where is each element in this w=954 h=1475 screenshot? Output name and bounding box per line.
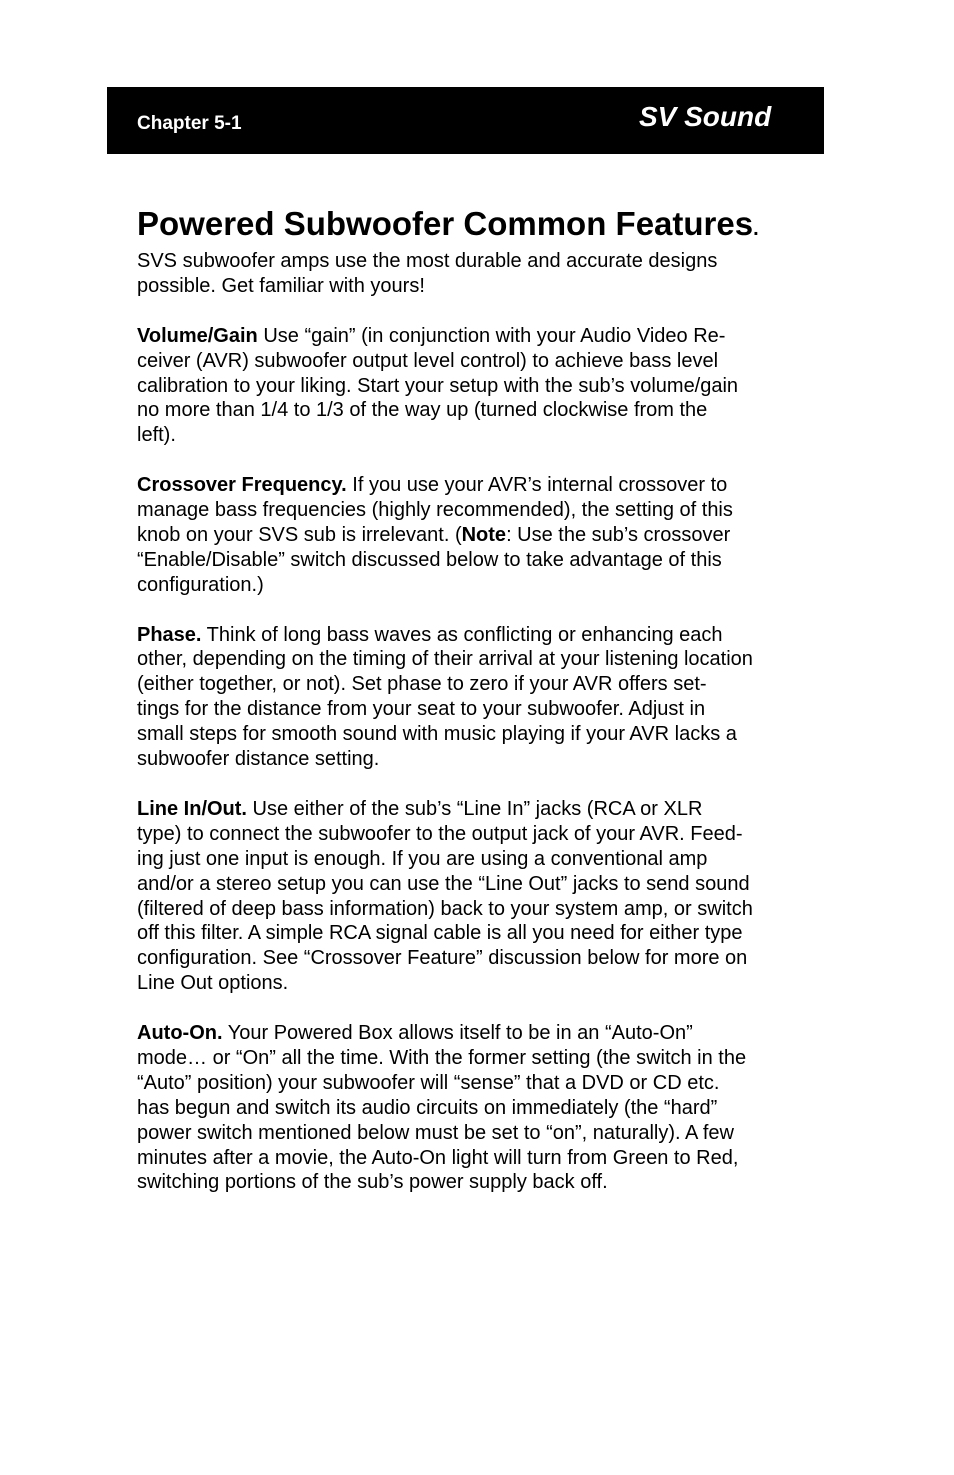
- volume-gain-heading: Volume/Gain: [137, 324, 258, 347]
- volume-gain-line: left).: [137, 424, 176, 447]
- auto-on-line: switching portions of the sub’s power supply back off.: [137, 1171, 608, 1194]
- auto-on-text: Your Powered Box allows itself to be in an “Auto-On”: [222, 1022, 693, 1045]
- auto-on-heading: Auto-On.: [137, 1022, 223, 1045]
- phase-first-line: [137, 623, 817, 648]
- volume-gain-line: no more than 1/4 to 1/3 of the way up (turned clockwise from the: [137, 399, 708, 422]
- phase-text: Think of long bass waves as conflicting or enhancing each: [201, 623, 723, 646]
- crossover-note-pre: knob on your SVS sub is irrelevant. (: [137, 523, 462, 546]
- volume-gain-line: ceiver (AVR) subwoofer output level control) to achieve bass level: [137, 349, 719, 372]
- phase-line: other, depending on the timing of their arrival at your listening location: [137, 648, 753, 671]
- auto-on-line: “Auto” position) your subwoofer will “sense” that a DVD or CD etc.: [137, 1071, 720, 1094]
- phase-line: subwoofer distance setting.: [137, 748, 380, 771]
- line-in-out-line: (filtered of deep bass information) back to your system amp, or switch: [137, 897, 753, 920]
- intro-line: SVS subwoofer amps use the most durable and accurate designs: [137, 250, 718, 272]
- auto-on-first-line: [137, 1021, 817, 1046]
- chapter-header-bar: [107, 87, 824, 154]
- crossover-line: “Enable/Disable” switch discussed below to take advantage of this: [137, 548, 722, 571]
- crossover-frequency-section: [137, 473, 817, 598]
- line-in-out-line: ing just one input is enough. If you are using a conventional amp: [137, 847, 708, 870]
- crossover-note-label: Note: [461, 523, 507, 546]
- phase-line: tings for the distance from your seat to your subwoofer. Adjust in: [137, 698, 706, 721]
- auto-on-line: mode… or “On” all the time. With the former setting (the switch in the: [137, 1046, 747, 1069]
- line-in-out-line: and/or a stereo setup you can use the “Line Out” jacks to send sound: [137, 872, 750, 895]
- page-title-text: Powered Subwoofer Common Features: [137, 205, 754, 242]
- auto-on-line: power switch mentioned below must be set to “on”, naturally). A few: [137, 1121, 734, 1144]
- line-in-out-line: off this filter. A simple RCA signal cable is all you need for either type: [137, 922, 743, 945]
- page-title: [137, 204, 817, 249]
- volume-gain-line: calibration to your liking. Start your setup with the sub’s volume/gain: [137, 374, 739, 397]
- volume-gain-section: [137, 324, 817, 449]
- volume-gain-text: Use “gain” (in conjunction with your Audio Video Re-: [257, 324, 726, 347]
- intro-line: possible. Get familiar with yours!: [137, 274, 425, 297]
- crossover-heading: Crossover Frequency.: [137, 474, 347, 497]
- line-in-out-section: [137, 797, 817, 996]
- line-in-out-line: Line Out options.: [137, 972, 289, 995]
- phase-section: [137, 623, 817, 772]
- volume-gain-first-line: [137, 324, 817, 349]
- line-in-out-line: type) to connect the subwoofer to the output jack of your AVR. Feed-: [137, 822, 743, 845]
- line-in-out-text: Use either of the sub’s “Line In” jacks (RCA or XLR: [247, 797, 703, 820]
- crossover-line: manage bass frequencies (highly recommended), the setting of this: [137, 499, 733, 522]
- line-in-out-line: configuration. See “Crossover Feature” discussion below for more on: [137, 947, 748, 970]
- crossover-note-post: : Use the sub’s crossover: [506, 523, 731, 546]
- intro-paragraph: [137, 249, 817, 299]
- page-content: [137, 204, 817, 1220]
- crossover-text: If you use your AVR’s internal crossover to: [346, 474, 728, 497]
- chapter-label: Chapter 5-1: [137, 113, 242, 134]
- brand-label: SV Sound: [639, 101, 772, 132]
- auto-on-line: minutes after a movie, the Auto-On light will turn from Green to Red,: [137, 1146, 739, 1169]
- auto-on-line: has begun and switch its audio circuits on immediately (the “hard”: [137, 1096, 718, 1119]
- crossover-line: configuration.): [137, 573, 264, 596]
- phase-line: small steps for smooth sound with music playing if your AVR lacks a: [137, 723, 737, 746]
- phase-heading: Phase.: [137, 623, 202, 646]
- auto-on-section: [137, 1021, 817, 1195]
- line-in-out-heading: Line In/Out.: [137, 797, 247, 820]
- line-in-out-first-line: [137, 797, 817, 822]
- crossover-first-line: [137, 473, 817, 498]
- crossover-note-line: [137, 523, 817, 548]
- phase-line: (either together, or not). Set phase to zero if your AVR offers set-: [137, 673, 707, 696]
- page-title-period: .: [753, 218, 759, 240]
